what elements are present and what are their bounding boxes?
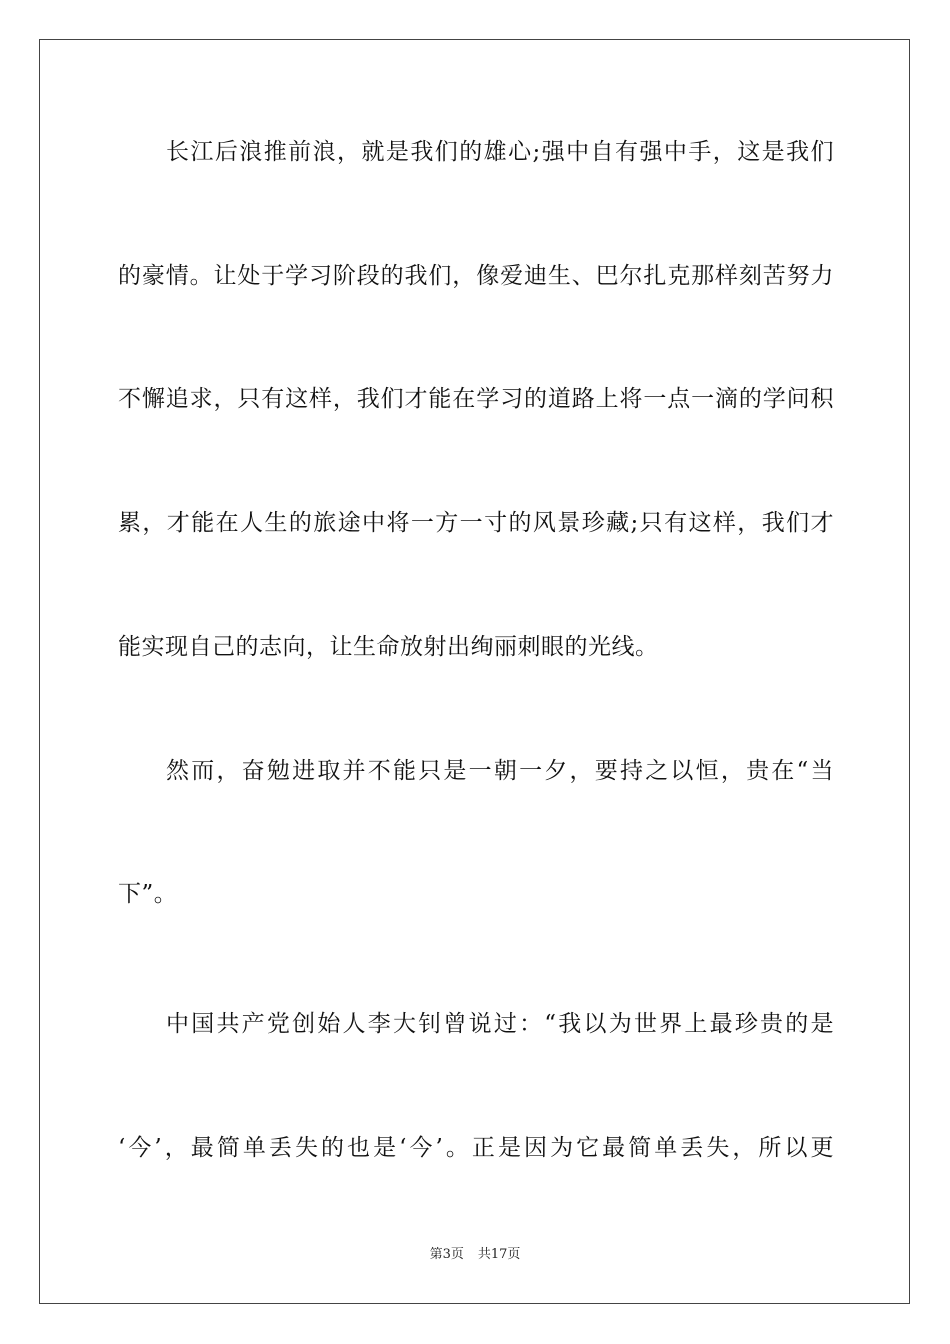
page-footer bbox=[0, 1246, 950, 1264]
paragraph-3-line-1: 中国共产党创始人李大钊曾说过：“我以为世界上最珍贵的是 bbox=[166, 1011, 834, 1037]
paragraph-3-line-2: ‘今’，最简单丢失的也是‘今’。正是因为它最简单丢失，所以更 bbox=[118, 1135, 834, 1161]
paragraph-1-line-2: 的豪情。让处于学习阶段的我们，像爱迪生、巴尔扎克那样刻苦努力 bbox=[118, 263, 834, 289]
paragraph-1-line-4: 累，才能在人生的旅途中将一方一寸的风景珍藏;只有这样，我们才 bbox=[118, 510, 834, 536]
paragraph-2-line-1: 然而，奋勉进取并不能只是一朝一夕，要持之以恒，贵在“当 bbox=[166, 758, 834, 784]
paragraph-1-line-5: 能实现自己的志向，让生命放射出绚丽刺眼的光线。 bbox=[118, 634, 659, 660]
paragraph-1-line-3: 不懈追求，只有这样，我们才能在学习的道路上将一点一滴的学问积 bbox=[118, 386, 834, 412]
paragraph-2-line-2: 下”。 bbox=[118, 881, 178, 907]
page-number: 第3页 bbox=[429, 1247, 464, 1262]
page-total: 共17页 bbox=[477, 1247, 521, 1262]
page-frame bbox=[39, 39, 910, 1304]
paragraph-1-line-1: 长江后浪推前浪，就是我们的雄心;强中自有强中手，这是我们 bbox=[166, 139, 834, 165]
